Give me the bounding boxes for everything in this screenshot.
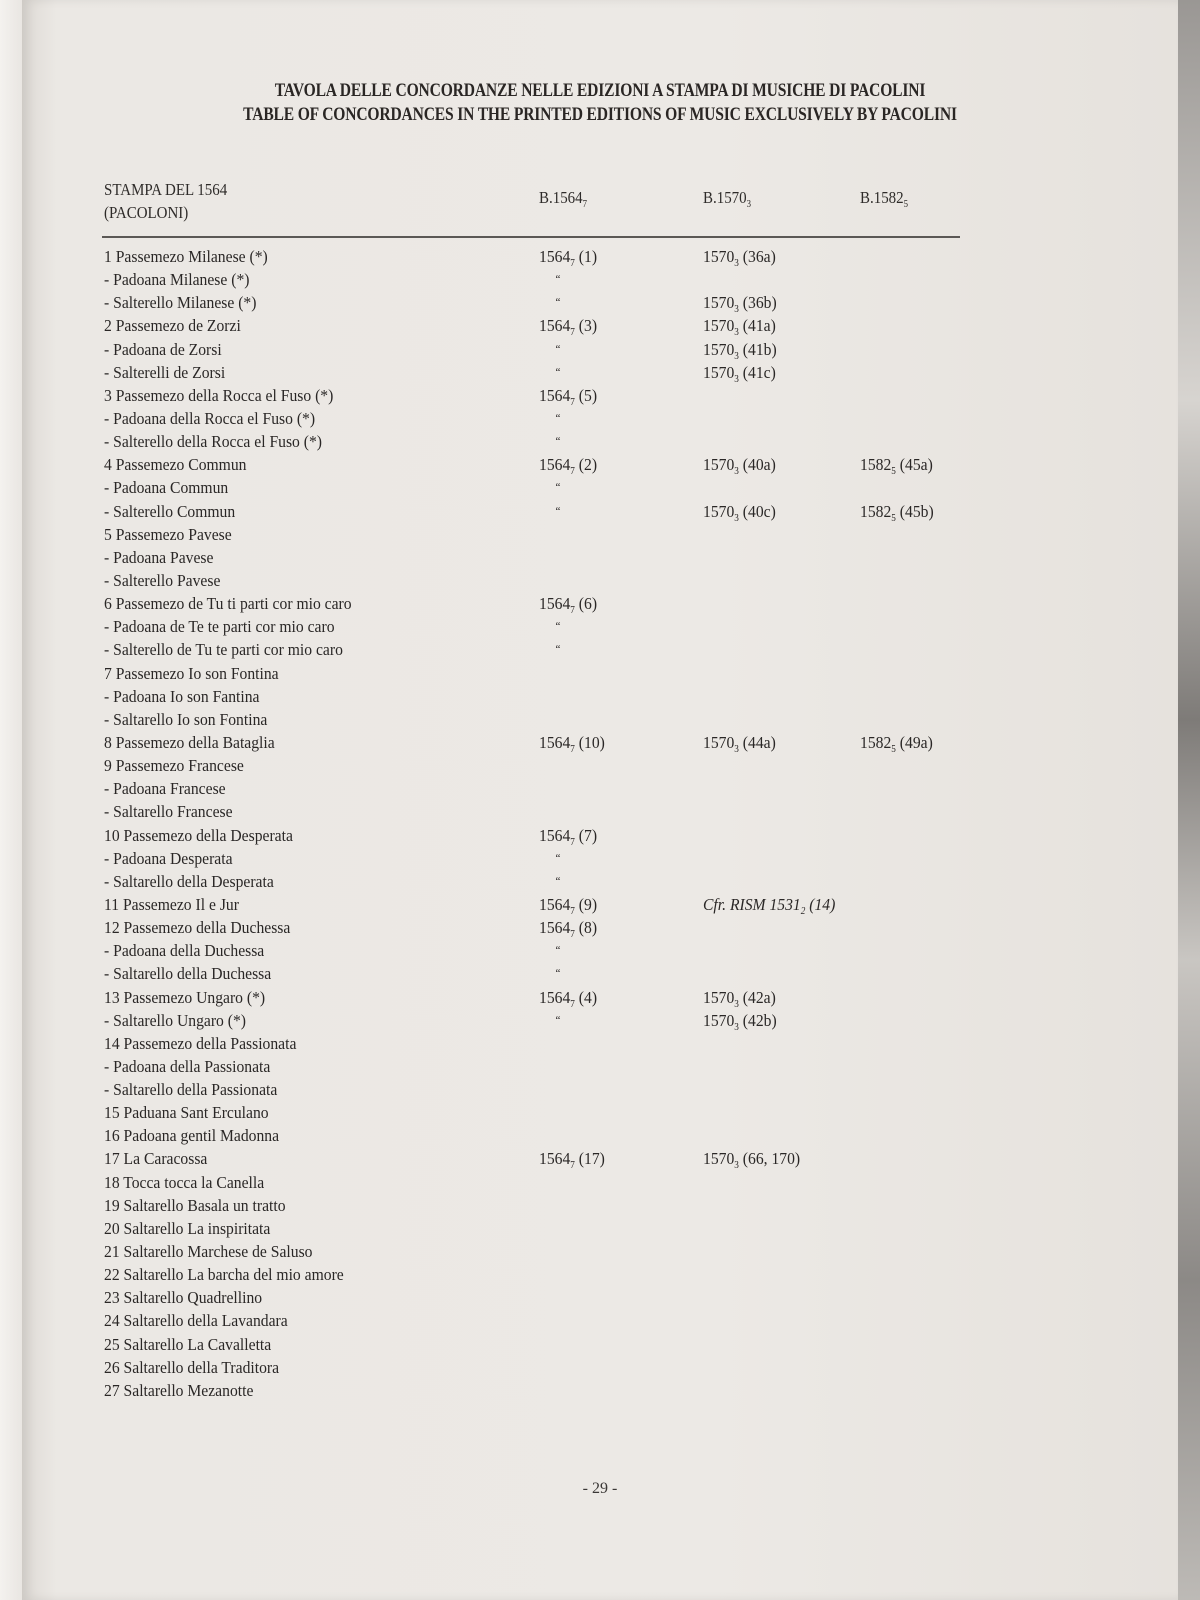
piece-ref: (5) (578, 385, 598, 405)
table-row (104, 546, 984, 569)
table-row (104, 1286, 984, 1309)
header-label-line1: STAMPA DEL 1564 (104, 180, 228, 199)
piece-ref: (3) (578, 316, 598, 336)
ditto-mark: “ (555, 364, 561, 379)
edition-sub: 3 (734, 373, 739, 385)
piece-title: - Padoana Pavese (104, 547, 214, 567)
edition-sub: 7 (570, 258, 575, 269)
piece-ref: (49a) (899, 732, 933, 752)
edition-sub: 7 (570, 327, 575, 339)
edition-year: 1582 (860, 732, 892, 752)
edition-year: 1564 (539, 987, 571, 1007)
header-base: B.1582 (860, 188, 904, 207)
piece-title: 4 Passemezo Commun (104, 455, 247, 475)
piece-title: 26 Saltarello della Traditora (104, 1357, 280, 1377)
piece-title: 22 Saltarello La barcha del mio amore (104, 1265, 344, 1285)
table-row (104, 870, 984, 893)
ditto-mark: “ (555, 410, 561, 425)
table-row (104, 453, 984, 476)
piece-title: - Padoana Francese (104, 779, 226, 799)
piece-title: 2 Passemezo de Zorzi (104, 316, 241, 336)
edition-sub: 3 (734, 304, 739, 316)
piece-title: - Salterello della Rocca el Fuso (*) (104, 432, 323, 452)
piece-title: 21 Saltarello Marchese de Saluso (104, 1242, 313, 1262)
edition-year: 1564 (539, 1149, 571, 1169)
header-base: B.1564 (539, 188, 583, 207)
piece-ref: (42a) (742, 987, 776, 1007)
piece-title: - Saltarello Io son Fontina (104, 709, 268, 729)
piece-title: 14 Passemezo della Passionata (104, 1033, 297, 1053)
title-english: TABLE OF CONCORDANCES IN THE PRINTED EDITIONS OF MUSIC EXCLUSIVELY BY PACOLINI (243, 104, 957, 125)
table-row (104, 1009, 984, 1032)
edition-sub: 3 (734, 1160, 739, 1172)
edition-sub: 3 (734, 1021, 739, 1033)
ditto-mark: “ (555, 642, 561, 657)
edition-year: 1570 (703, 293, 735, 313)
table-row (104, 1078, 984, 1101)
title-italian: TAVOLA DELLE CONCORDANZE NELLE EDIZIONI A STAMPA DI MUSICHE DI PACOLINI (274, 80, 926, 101)
piece-title: - Padoana Commun (104, 478, 229, 498)
table-row (104, 893, 984, 916)
ditto-mark: “ (555, 873, 561, 888)
piece-title: 20 Saltarello La inspiritata (104, 1218, 271, 1238)
edition-year: 1570 (703, 339, 735, 359)
edition-sub: 5 (891, 466, 896, 478)
piece-ref: (41b) (742, 339, 777, 359)
edition-year: 1570 (703, 316, 735, 336)
piece-ref: (41c) (742, 362, 776, 382)
piece-title: 13 Passemezo Ungaro (*) (104, 987, 266, 1007)
table-row (104, 1124, 984, 1147)
table-row (104, 662, 984, 685)
piece-ref: (7) (578, 825, 598, 845)
edition-year: 1570 (703, 987, 735, 1007)
table-row (104, 1147, 984, 1170)
piece-ref: (4) (578, 987, 598, 1007)
piece-ref: (42b) (742, 1010, 777, 1030)
edition-sub: 7 (570, 743, 575, 755)
edition-sub: 7 (570, 836, 575, 848)
piece-title: 16 Padoana gentil Madonna (104, 1126, 280, 1146)
edition-sub: 7 (570, 396, 575, 408)
piece-title: 17 La Caracossa (104, 1149, 208, 1169)
edition-year: 1582 (860, 455, 892, 475)
edition-sub: 7 (570, 1160, 575, 1172)
piece-ref: (14) (809, 894, 836, 914)
piece-title: 11 Passemezo Il e Jur (104, 894, 239, 914)
piece-ref: (40c) (742, 501, 776, 521)
book-page (22, 0, 1178, 1600)
edition-year: 1582 (860, 501, 892, 521)
column-header-source (104, 178, 227, 224)
table-row (104, 500, 984, 523)
table-row (104, 1171, 984, 1194)
header-base: B.1570 (703, 188, 747, 207)
edition-year: Cfr. RISM 1531 (703, 894, 801, 914)
edition-sub: 3 (734, 327, 739, 339)
ditto-mark: “ (555, 850, 561, 865)
table-row (104, 824, 984, 847)
piece-title: - Salterello Commun (104, 501, 236, 521)
piece-title: 18 Tocca tocca la Canella (104, 1172, 265, 1192)
piece-ref: (45b) (899, 501, 934, 521)
table-row (104, 291, 984, 314)
piece-ref: (40a) (742, 455, 776, 475)
piece-ref: (45a) (899, 455, 933, 475)
piece-title: - Salterelli de Zorsi (104, 362, 226, 382)
edition-sub: 7 (570, 905, 575, 917)
table-row (104, 916, 984, 939)
table-row (104, 1356, 984, 1379)
table-row (104, 1309, 984, 1332)
piece-ref: (36a) (742, 247, 776, 266)
piece-title: 7 Passemezo Io son Fontina (104, 663, 279, 683)
piece-ref: (1) (578, 247, 598, 266)
piece-title: 12 Passemezo della Duchessa (104, 918, 291, 938)
table-row (104, 1217, 984, 1240)
table-row (104, 430, 984, 453)
table-row (104, 777, 984, 800)
piece-title: - Salterello Milanese (*) (104, 293, 257, 313)
piece-title: - Padoana della Rocca el Fuso (*) (104, 408, 316, 428)
edition-year: 1570 (703, 1149, 735, 1169)
table-row (104, 1333, 984, 1356)
header-sub: 5 (903, 199, 909, 210)
edition-year: 1570 (703, 501, 735, 521)
table-row (104, 523, 984, 546)
table-row (104, 1032, 984, 1055)
table-row (104, 361, 984, 384)
piece-title: - Saltarello Ungaro (*) (104, 1010, 247, 1030)
table-row (104, 384, 984, 407)
edition-sub: 7 (570, 605, 575, 617)
table-row (104, 245, 984, 268)
table-row (104, 1055, 984, 1078)
table-row (104, 1379, 984, 1402)
edition-sub: 5 (891, 512, 896, 524)
concordance-table (104, 245, 984, 1402)
table-row (104, 638, 984, 661)
piece-ref: (2) (578, 455, 598, 475)
table-row (104, 268, 984, 291)
edition-year: 1570 (703, 247, 735, 266)
edition-year: 1564 (539, 894, 571, 914)
piece-title: 9 Passemezo Francese (104, 756, 244, 776)
edition-sub: 3 (734, 743, 739, 755)
piece-title: - Padoana Io son Fantina (104, 686, 260, 706)
header-label-line2: (PACOLONI) (104, 203, 189, 222)
piece-ref: (17) (578, 1149, 605, 1169)
table-row (104, 338, 984, 361)
header-sub: 7 (582, 199, 588, 210)
piece-title: 23 Saltarello Quadrellino (104, 1288, 263, 1308)
piece-title: 27 Saltarello Mezanotte (104, 1380, 254, 1400)
edition-year: 1564 (539, 825, 571, 845)
piece-title: - Salterello de Tu te parti cor mio caro (104, 640, 343, 660)
piece-ref: (41a) (742, 316, 776, 336)
ditto-mark: “ (555, 943, 561, 958)
table-row (104, 685, 984, 708)
column-header-b1564 (539, 188, 587, 210)
table-row (104, 407, 984, 430)
edition-year: 1564 (539, 316, 571, 336)
table-row (104, 754, 984, 777)
ditto-mark: “ (555, 295, 561, 310)
edition-year: 1564 (539, 247, 571, 266)
edition-year: 1564 (539, 732, 571, 752)
edition-sub: 3 (734, 466, 739, 478)
table-row (104, 847, 984, 870)
column-header-b1570 (703, 188, 751, 210)
piece-title: 3 Passemezo della Rocca el Fuso (*) (104, 385, 334, 405)
edition-sub: 3 (734, 512, 739, 524)
ditto-mark: “ (555, 434, 561, 449)
piece-ref: (9) (578, 894, 598, 914)
edition-year: 1564 (539, 385, 571, 405)
piece-title: 10 Passemezo della Desperata (104, 825, 293, 845)
piece-title: 5 Passemezo Pavese (104, 524, 232, 544)
column-header-b1582 (860, 188, 908, 210)
piece-title: - Saltarello della Desperata (104, 871, 274, 891)
piece-title: 15 Paduana Sant Erculano (104, 1103, 269, 1123)
ditto-mark: “ (555, 480, 561, 495)
piece-ref: (44a) (742, 732, 776, 752)
ditto-mark: “ (555, 966, 561, 981)
edition-year: 1570 (703, 732, 735, 752)
piece-title: - Padoana de Zorsi (104, 339, 222, 359)
header-rule (102, 236, 960, 238)
table-row (104, 1240, 984, 1263)
piece-title: - Padoana Milanese (*) (104, 270, 250, 290)
table-row (104, 476, 984, 499)
table-row (104, 1263, 984, 1286)
background-edge (1178, 0, 1200, 1600)
ditto-mark: “ (555, 503, 561, 518)
piece-title: - Salterello Pavese (104, 570, 221, 590)
header-sub: 3 (746, 199, 752, 210)
piece-ref: (8) (578, 918, 598, 938)
table-row (104, 939, 984, 962)
table-row (104, 962, 984, 985)
piece-title: 6 Passemezo de Tu ti parti cor mio caro (104, 594, 352, 614)
edition-year: 1564 (539, 455, 571, 475)
ditto-mark: “ (555, 272, 561, 287)
table-row (104, 986, 984, 1009)
piece-title: - Saltarello Francese (104, 802, 233, 822)
piece-title: - Padoana Desperata (104, 848, 233, 868)
ditto-mark: “ (555, 341, 561, 356)
piece-title: - Padoana della Passionata (104, 1056, 271, 1076)
edition-year: 1570 (703, 1010, 735, 1030)
edition-year: 1570 (703, 362, 735, 382)
table-row (104, 615, 984, 638)
ditto-mark: “ (555, 1012, 561, 1027)
piece-ref: (36b) (742, 293, 777, 313)
piece-title: - Padoana della Duchessa (104, 941, 265, 961)
piece-title: - Padoana de Te te parti cor mio caro (104, 617, 335, 637)
table-row (104, 731, 984, 754)
facing-page-edge (0, 0, 23, 1600)
piece-title: - Saltarello della Duchessa (104, 964, 272, 984)
edition-sub: 7 (570, 466, 575, 478)
edition-year: 1564 (539, 594, 571, 614)
edition-sub: 3 (734, 350, 739, 362)
table-row (104, 314, 984, 337)
table-row (104, 800, 984, 823)
table-row (104, 1194, 984, 1217)
table-row (104, 708, 984, 731)
piece-ref: (66, 170) (742, 1149, 801, 1169)
edition-sub: 7 (570, 998, 575, 1010)
edition-year: 1564 (539, 918, 571, 938)
table-row (104, 592, 984, 615)
table-row (104, 1101, 984, 1124)
piece-title: 8 Passemezo della Bataglia (104, 732, 275, 752)
edition-sub: 3 (734, 258, 739, 269)
edition-sub: 5 (891, 743, 896, 755)
edition-sub: 2 (800, 905, 806, 917)
edition-year: 1570 (703, 455, 735, 475)
ditto-mark: “ (555, 619, 561, 634)
piece-title: 19 Saltarello Basala un tratto (104, 1195, 286, 1215)
table-row (104, 569, 984, 592)
edition-sub: 3 (734, 998, 739, 1010)
piece-ref: (6) (578, 594, 598, 614)
piece-title: 1 Passemezo Milanese (*) (104, 247, 268, 266)
piece-ref: (10) (578, 732, 605, 752)
piece-title: - Saltarello della Passionata (104, 1080, 278, 1100)
piece-title: 24 Saltarello della Lavandara (104, 1311, 288, 1331)
edition-sub: 7 (570, 929, 575, 941)
piece-title: 25 Saltarello La Cavalletta (104, 1334, 272, 1354)
page-number: - 29 - (582, 1480, 618, 1497)
